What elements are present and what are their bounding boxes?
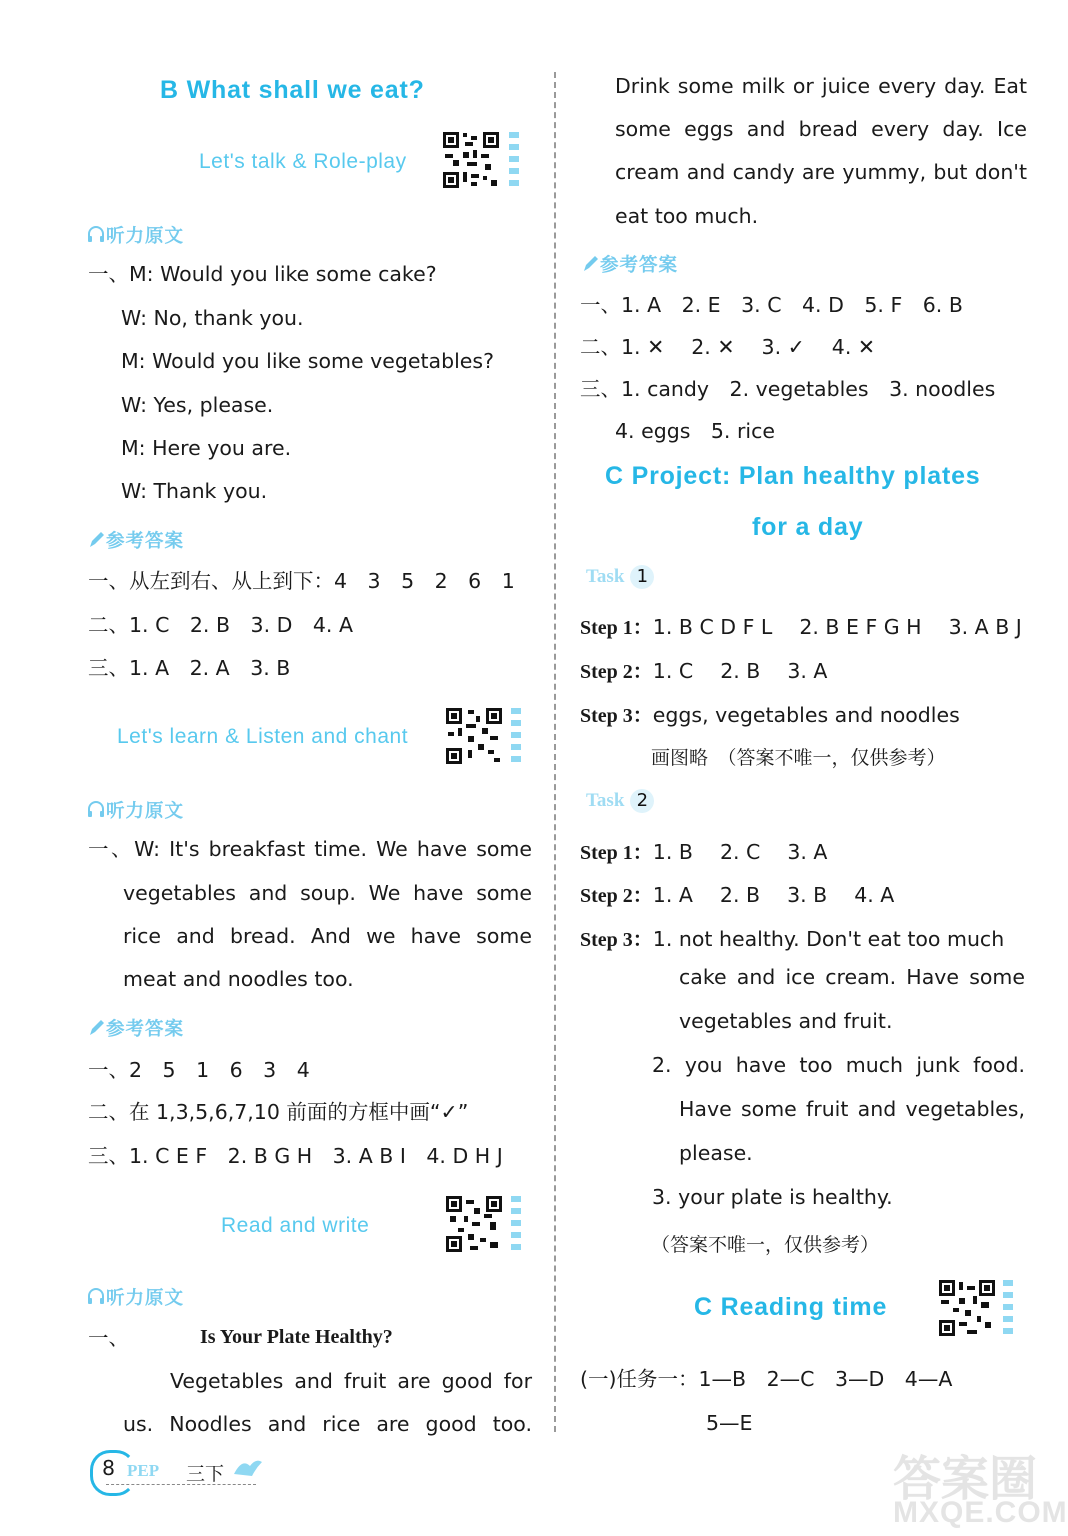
footer-rule: [106, 1484, 256, 1485]
qr-decoration: [511, 708, 521, 764]
qr-code-icon[interactable]: [937, 1278, 997, 1338]
task2-note: （答案不唯一，仅供参考）: [651, 1234, 880, 1256]
pencil-icon: [580, 253, 600, 273]
subsection-lets-learn: Let's learn & Listen and chant: [117, 725, 409, 748]
answer-line: 三、1. A 2. A 3. B: [88, 656, 291, 680]
dialogue-line: 一、M: Would you like some cake?: [88, 262, 437, 286]
answer-label: 参考答案: [86, 1015, 184, 1041]
passage-line: us. Noodles and rice are good too.: [123, 1412, 532, 1436]
grade-label: 三下: [186, 1463, 225, 1485]
answer-line: 一、1. A 2. E 3. C 4. D 5. F 6. B: [580, 293, 963, 317]
task1-step3: Step 3：eggs, vegetables and noodles: [580, 703, 960, 727]
qr-code-icon[interactable]: [444, 706, 504, 766]
headphones-icon: [86, 1286, 106, 1306]
column-divider: [554, 72, 556, 1432]
watermark-url: MXQE.COM: [893, 1496, 1068, 1529]
passage-title: Is Your Plate Healthy?: [200, 1326, 393, 1348]
task1-step2: Step 2：1. C 2. B 3. A: [580, 659, 828, 683]
listening-label: 听力原文: [86, 222, 184, 248]
qr-decoration: [511, 1196, 521, 1252]
task2-step1: Step 1：1. B 2. C 3. A: [580, 840, 828, 864]
listening-label: 听力原文: [86, 797, 184, 823]
dialogue-line: W: Thank you.: [121, 479, 268, 503]
subsection-lets-talk: Let's talk & Role-play: [199, 150, 407, 173]
answer-line: 三、1. candy 2. vegetables 3. noodles: [580, 377, 996, 401]
listening-text: vegetables and soup. We have some: [123, 881, 532, 905]
bird-icon: [232, 1454, 264, 1480]
listening-text: meat and noodles too.: [123, 967, 354, 991]
answer-line: 二、1. C 2. B 3. D 4. A: [88, 613, 353, 637]
answer-line: 4. eggs 5. rice: [615, 419, 775, 443]
task2-step2: Step 2：1. A 2. B 3. B 4. A: [580, 883, 895, 907]
task2-step3-line: cake and ice cream. Have some: [679, 965, 1025, 989]
reading-answer-line: 5—E: [706, 1411, 753, 1435]
answer-label: 参考答案: [580, 251, 678, 277]
watermark-logo: 答案圈: [893, 1453, 1038, 1506]
pencil-icon: [86, 529, 106, 549]
pencil-icon: [86, 1017, 106, 1037]
dialogue-line: M: Would you like some vegetables?: [121, 349, 494, 373]
subsection-read-and-write: Read and write: [221, 1214, 370, 1237]
headphones-icon: [86, 799, 106, 819]
task1-step1: Step 1：1. B C D F L 2. B E F G H 3. A B J: [580, 615, 1022, 639]
question-number: 一、: [88, 1326, 129, 1350]
section-title-b: B What shall we eat?: [160, 76, 425, 104]
passage-line: some eggs and bread every day. Ice: [615, 117, 1027, 141]
task-1-label: Task 1: [586, 565, 654, 589]
listening-label: 听力原文: [86, 1284, 184, 1310]
dialogue-line: W: Yes, please.: [121, 393, 274, 417]
section-title-c-project: C Project: Plan healthy plates: [605, 462, 981, 490]
listening-text: rice and bread. And we have some: [123, 924, 532, 948]
dialogue-line: M: Here you are.: [121, 436, 292, 460]
task2-step3-line: please.: [679, 1141, 753, 1165]
task-2-label: Task 2: [586, 789, 654, 813]
task2-step3-line: 3. your plate is healthy.: [652, 1185, 893, 1209]
answer-line: 一、从左到右、从上到下：4 3 5 2 6 1: [88, 569, 515, 593]
passage-line: eat too much.: [615, 204, 759, 228]
task2-step3: Step 3：1. not healthy. Don't eat too much: [580, 927, 1005, 951]
passage-line: cream and candy are yummy, but don't: [615, 160, 1027, 184]
task2-step3-line: vegetables and fruit.: [679, 1009, 893, 1033]
qr-code-icon[interactable]: [441, 130, 501, 190]
task1-note: 画图略 （答案不唯一，仅供参考）: [651, 747, 946, 769]
dialogue-line: W: No, thank you.: [121, 306, 304, 330]
headphones-icon: [86, 224, 106, 244]
section-title-c-project-line2: for a day: [752, 513, 864, 541]
passage-line: Drink some milk or juice every day. Eat: [615, 74, 1027, 98]
answer-line: 二、1. ✕ 2. ✕ 3. ✓ 4. ✕: [580, 335, 876, 359]
qr-decoration: [1003, 1280, 1013, 1336]
passage-line: Vegetables and fruit are good for: [170, 1369, 532, 1393]
answer-line: 二、在 1,3,5,6,7,10 前面的方框中画“✓”: [88, 1100, 469, 1124]
task2-step3-line: Have some fruit and vegetables,: [679, 1097, 1025, 1121]
listening-text: 一、W: It's breakfast time. We have some: [88, 837, 532, 861]
qr-code-icon[interactable]: [444, 1194, 504, 1254]
qr-decoration: [509, 132, 519, 188]
task2-step3-line: 2. you have too much junk food.: [652, 1053, 1025, 1077]
answer-label: 参考答案: [86, 527, 184, 553]
answer-line: 三、1. C E F 2. B G H 3. A B I 4. D H J: [88, 1144, 503, 1168]
section-title-reading-time: C Reading time: [694, 1293, 888, 1321]
page-number: 8: [102, 1456, 116, 1480]
edition-label: PEP: [127, 1461, 160, 1480]
answer-line: 一、2 5 1 6 3 4: [88, 1058, 310, 1082]
reading-answer-line: (一)任务一：1—B 2—C 3—D 4—A: [580, 1367, 953, 1391]
